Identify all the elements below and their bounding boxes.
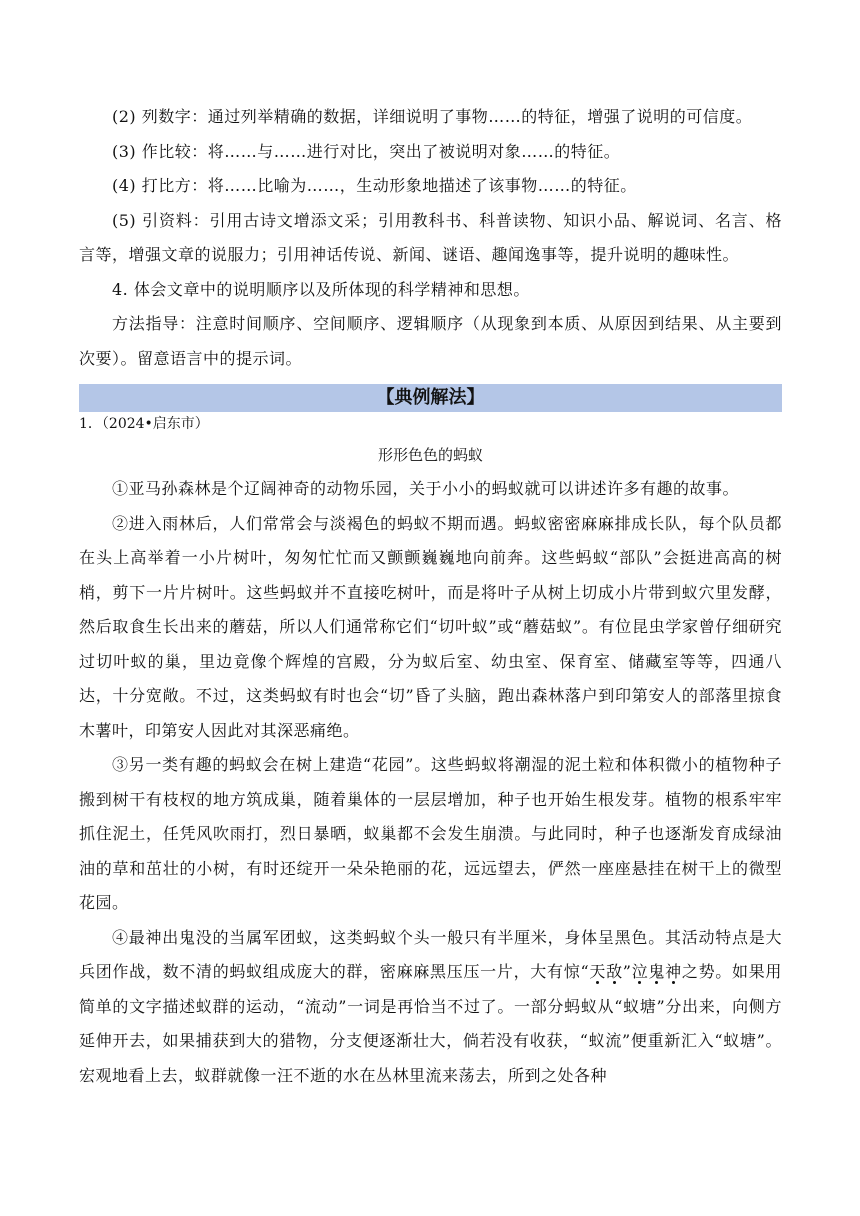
method-guide: 方法指导：注意时间顺序、空间顺序、逻辑顺序（从现象到本质、从原因到结果、从主要到次要）。留意语言中的提示词。 bbox=[79, 314, 782, 368]
question-number: 1．（2024•启东市） bbox=[79, 416, 209, 432]
document-page bbox=[79, 100, 782, 1093]
method-item-4: (4) 打比方：将……比喻为……，生动形象地描述了该事物……的特征。 bbox=[112, 176, 637, 195]
article-title: 形形色色的蚂蚁 bbox=[377, 446, 483, 464]
article-paragraph-2: ②进入雨林后，人们常常会与淡褐色的蚂蚁不期而遇。蚂蚁密密麻麻排成长队，每个队员都在头上高举着一小片树叶，匆匆忙忙而又颤颤巍巍地向前奔。这些蚂蚁“部队”会挺进高高的树梢，剪下一片片树叶。这些蚂蚁并不直接吃树叶，而是将叶子从树上切成小片带到蚁穴里发酵，然后取食生长出来的蘑菇，所以人们通常称它们“切叶蚁”或“蘑菇蚁”。有位昆虫学家曾仔细研究过切叶蚁的巢，里边竟像个辉煌的宫殿，分为蚁后室、幼虫室、保育室、储藏室等等，四通八达，十分宽敞。不过，这类蚂蚁有时也会“切”昏了头脑，跑出森林落户到印第安人的部落里掠食木薯叶，印第安人因此对其深恶痛绝。 bbox=[79, 513, 782, 740]
article-paragraph-1: ①亚马孙森林是个辽阔神奇的动物乐园，关于小小的蚂蚁就可以讲述许多有趣的故事。 bbox=[112, 479, 740, 498]
method-item-3: (3) 作比较：将……与……进行对比，突出了被说明对象……的特征。 bbox=[112, 141, 621, 161]
article-paragraph-3: ③另一类有趣的蚂蚁会在树上建造“花园”。这些蚂蚁将潮湿的泥土粒和体积微小的植物种子搬到树干有枝杈的地方筑成巢，随着巢体的一层层增加，种子也开始生根发芽。植物的根系牢牢抓住泥土，任凭风吹雨打，烈日暴晒，蚁巢都不会发生崩溃。与此同时，种子也逐渐发育成绿油油的草和茁壮的小树，有时还绽开一朵朵艳丽的花，远远望去，俨然一座座悬挂在树干上的微型花园。 bbox=[79, 755, 782, 912]
paragraph-4-part-b: 之势。如果用简单的文字描述蚁群的运动，“流动”一词是再恰当不过了。一部分蚂蚁从“蚁塘”分出来，向侧方延伸开去，如果捕获到大的猎物，分支便逐渐壮大，倘若没有收获，“蚁流”便重新汇入“蚁塘”。宏观地看上去，蚁群就像一汪不逝的水在丛林里流来荡去，所到之处各种 bbox=[79, 962, 782, 1085]
dotted-emphasis-text: “天敌”泣鬼神 bbox=[580, 962, 682, 981]
article-paragraph-4 bbox=[79, 921, 782, 1094]
paragraph-4-part-a: ④最神出鬼没的当属军团蚁，这类蚂蚁个头一般只有半厘米，身体呈黑色。其活动特点是大兵团作战，数不清的蚂蚁组成庞大的群，密麻麻黑压压一片，大有惊 bbox=[79, 927, 782, 981]
method-item-5: (5) 引资料：引用古诗文增添文采；引用教科书、科普读物、知识小品、解说词、名言、格言等，增强文章的说服力；引用神话传说、新闻、谜语、趣闻逸事等，提升说明的趣味性。 bbox=[79, 210, 782, 264]
point-4: 4. 体会文章中的说明顺序以及所体现的科学精神和思想。 bbox=[112, 279, 530, 299]
method-item-2: (2) 列数字：通过列举精确的数据，详细说明了事物……的特征，增强了说明的可信度。 bbox=[112, 107, 753, 126]
section-banner: 【典例解法】 bbox=[79, 384, 782, 412]
